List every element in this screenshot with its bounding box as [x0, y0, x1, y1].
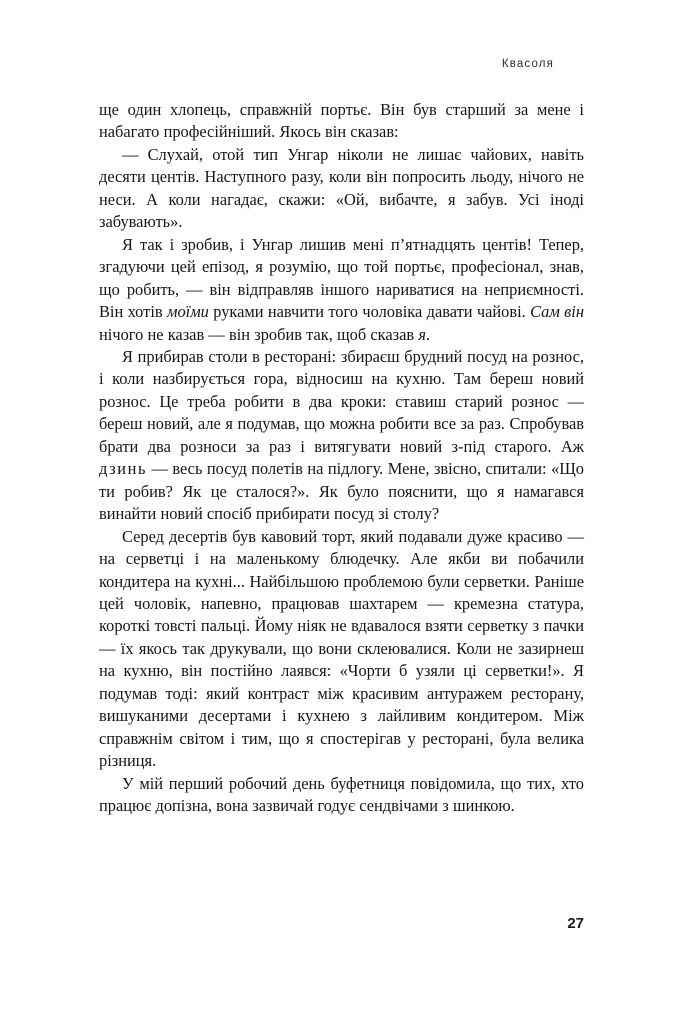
page-number: 27: [567, 915, 584, 932]
emphasis-text: Сам він: [530, 302, 584, 322]
body-text-block: [99, 99, 584, 818]
paragraph: [99, 234, 584, 346]
emphasis-text: моїми: [166, 302, 209, 322]
paragraph: [99, 144, 584, 234]
text-run: — Слухай, отой тип Унгар ніколи не лишає чайових, навіть десяти центів. Наступного разу, коли він попросить льоду, нічого не неси. А коли нагадає, скажи: «Ой, вибачте, я забув. Усі іноді забувають».: [99, 144, 584, 232]
text-run: нічого не казав — він зробив так, щоб сказав: [99, 324, 419, 344]
running-head: Квасоля: [501, 58, 554, 70]
paragraph: [99, 99, 584, 144]
text-run: — весь посуд полетів на підлогу. Мене, звісно, спитали: «Що ти робив? Як це сталося?». Як було пояснити, що я намагався винайти новий спосіб прибирати посуд зі столу?: [99, 459, 584, 524]
emphasis-text: я: [418, 324, 426, 344]
text-run: .: [425, 324, 431, 344]
text-run: Я так і зробив, і Унгар лишив мені п’ятнадцять центів! Тепер, згадуючи цей епізод, я розумію, що той портьє, професіонал, знав, що робить, — він відправляв іншого нариватися на неприємності. Він хотів: [99, 234, 584, 322]
letterspaced-text: дзинь: [99, 459, 148, 479]
paragraph: [99, 526, 584, 773]
text-run: У мій перший робочий день буфетниця повідомила, що тих, хто працює допізна, вона зазвичай годує сендвічами з шинкою.: [99, 773, 584, 816]
text-run: Серед десертів був кавовий торт, який подавали дуже красиво — на серветці і на маленькому блюдечку. Але якби ви побачили кондитера на кухні... Найбільшою проблемою були серветки. Раніше цей чоловік, напевно, працював шахтарем — кремезна статура, короткі товсті пальці. Йому ніяк не вдавалося взяти серветку з пачки — їх якось так друкували, що вони склеювалися. Коли не зазирнеш на кухню, він постійно лаявся: «Чорти б узяли ці серветки!». Я подумав тоді: який контраст між красивим антуражем ресторану, вишуканими десертами і кухнею з лайливим кондитером. Між справжнім світом і тим, що я спостерігав у ресторані, була велика різниця.: [99, 526, 584, 771]
text-run: руками навчити того чоловіка давати чайові.: [208, 302, 531, 322]
paragraph: [99, 773, 584, 818]
text-run: Я прибирав столи в ресторані: збираєш брудний посуд на рознос, і коли назбирується гора, відносиш на кухню. Там береш новий рознос. Це треба робити в два кроки: ставиш старий рознос — береш новий, але я подумав, що можна робити все за раз. Спробував брати два розноси за раз і витягувати новий з-під старого. Аж: [99, 346, 584, 456]
paragraph: [99, 346, 584, 526]
text-run: ще один хлопець, справжній портьє. Він був старший за мене і набагато професійніший. Якось він сказав:: [99, 100, 584, 142]
